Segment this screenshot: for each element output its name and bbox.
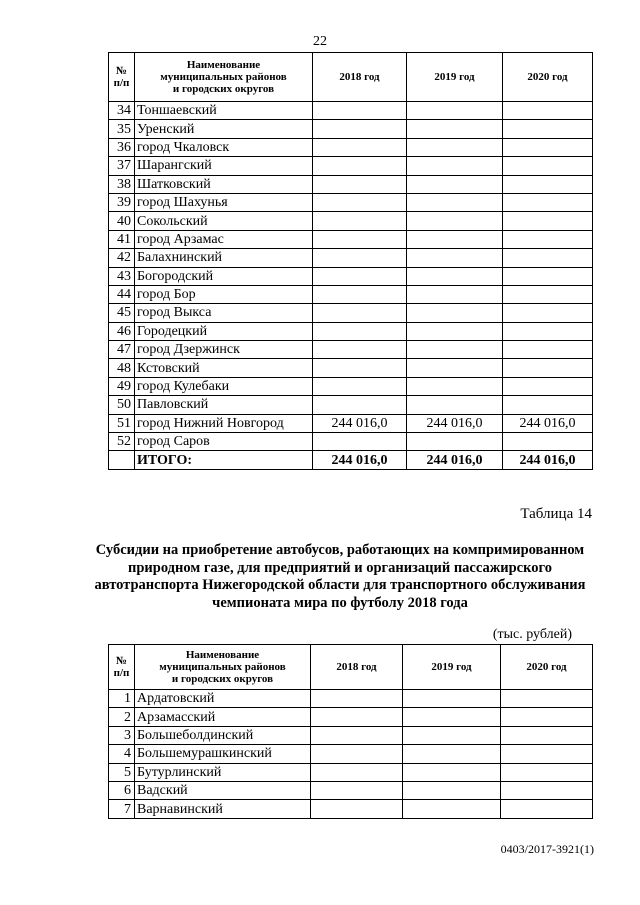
value-2019 — [407, 304, 503, 322]
value-2019 — [407, 396, 503, 414]
value-2018 — [313, 285, 407, 303]
row-number: 6 — [109, 781, 135, 799]
row-name: Арзамасский — [135, 708, 311, 726]
table-row — [109, 285, 593, 303]
value-2018 — [313, 267, 407, 285]
value-2018 — [311, 745, 403, 763]
table-row — [109, 175, 593, 193]
value-2020 — [501, 690, 593, 708]
row-name: город Нижний Новгород — [135, 414, 313, 432]
row-name: Большемурашкинский — [135, 745, 311, 763]
table-row — [109, 193, 593, 211]
value-2018 — [311, 708, 403, 726]
row-number: 42 — [109, 249, 135, 267]
row-name: Павловский — [135, 396, 313, 414]
row-number: 3 — [109, 726, 135, 744]
value-2019 — [403, 800, 501, 818]
value-2019 — [403, 781, 501, 799]
table-row — [109, 138, 593, 156]
value-2020 — [501, 800, 593, 818]
row-name: Уренский — [135, 120, 313, 138]
value-2018 — [313, 138, 407, 156]
value-2018 — [311, 781, 403, 799]
table-row — [109, 414, 593, 432]
value-2019 — [403, 708, 501, 726]
table-row — [109, 433, 593, 451]
value-2020 — [503, 193, 593, 211]
row-number: 40 — [109, 212, 135, 230]
value-2020 — [501, 726, 593, 744]
table-row — [109, 396, 593, 414]
value-2019 — [407, 102, 503, 120]
row-number: 39 — [109, 193, 135, 211]
column-header: Наименование муниципальных районов и городских округов — [135, 645, 311, 690]
value-2018 — [313, 359, 407, 377]
column-header: 2020 год — [501, 645, 593, 690]
row-number: 51 — [109, 414, 135, 432]
value-2019 — [407, 230, 503, 248]
value-2020 — [503, 304, 593, 322]
row-number: 41 — [109, 230, 135, 248]
row-name: Варнавинский — [135, 800, 311, 818]
row-name: город Выкса — [135, 304, 313, 322]
value-2019 — [407, 193, 503, 211]
value-2019: 244 016,0 — [407, 414, 503, 432]
value-2019 — [407, 285, 503, 303]
row-number: 49 — [109, 377, 135, 395]
column-header: № п/п — [109, 645, 135, 690]
value-2019 — [403, 690, 501, 708]
row-name: город Дзержинск — [135, 341, 313, 359]
value-2018 — [313, 249, 407, 267]
row-number: 4 — [109, 745, 135, 763]
column-header: 2018 год — [313, 53, 407, 102]
table-header-row — [109, 53, 593, 102]
row-name: город Саров — [135, 433, 313, 451]
value-2019 — [403, 763, 501, 781]
value-2020: 244 016,0 — [503, 414, 593, 432]
table-row — [109, 708, 593, 726]
row-name: Бутурлинский — [135, 763, 311, 781]
value-2018 — [311, 763, 403, 781]
table-body — [109, 690, 593, 819]
table-caption: Таблица 14 — [520, 506, 592, 522]
table-row — [109, 267, 593, 285]
row-number: 7 — [109, 800, 135, 818]
table-row — [109, 781, 593, 799]
value-2020 — [503, 138, 593, 156]
page-number: 22 — [313, 34, 327, 49]
value-2018 — [313, 175, 407, 193]
value-2019 — [407, 341, 503, 359]
value-2018 — [313, 322, 407, 340]
row-number: 43 — [109, 267, 135, 285]
table-unit: (тыс. рублей) — [492, 627, 572, 642]
value-2019 — [403, 745, 501, 763]
row-number: 47 — [109, 341, 135, 359]
table-row — [109, 763, 593, 781]
value-2020 — [503, 341, 593, 359]
value-2020 — [501, 763, 593, 781]
value-2019 — [403, 726, 501, 744]
value-2019 — [407, 267, 503, 285]
value-2020 — [503, 359, 593, 377]
value-2018 — [313, 304, 407, 322]
value-2020 — [501, 781, 593, 799]
value-2018 — [313, 102, 407, 120]
row-number: 5 — [109, 763, 135, 781]
value-2020 — [503, 102, 593, 120]
row-number: 34 — [109, 102, 135, 120]
total-2019: 244 016,0 — [407, 451, 503, 469]
value-2018: 244 016,0 — [313, 414, 407, 432]
total-2018: 244 016,0 — [313, 451, 407, 469]
row-name: Шарангский — [135, 157, 313, 175]
table-body — [109, 102, 593, 470]
row-number: 50 — [109, 396, 135, 414]
value-2020 — [501, 745, 593, 763]
table-row — [109, 212, 593, 230]
total-row — [109, 451, 593, 469]
row-number: 37 — [109, 157, 135, 175]
table-row — [109, 745, 593, 763]
value-2020 — [503, 175, 593, 193]
row-name: Кстовский — [135, 359, 313, 377]
row-number: 1 — [109, 690, 135, 708]
table-row — [109, 102, 593, 120]
row-name: Тоншаевский — [135, 102, 313, 120]
value-2019 — [407, 212, 503, 230]
document-code: 0403/2017-3921(1) — [500, 842, 594, 856]
value-2020 — [503, 249, 593, 267]
value-2020 — [503, 212, 593, 230]
value-2018 — [311, 800, 403, 818]
value-2020 — [503, 120, 593, 138]
value-2019 — [407, 175, 503, 193]
table-row — [109, 249, 593, 267]
value-2019 — [407, 120, 503, 138]
value-2020 — [503, 157, 593, 175]
value-2020 — [503, 377, 593, 395]
table-row — [109, 120, 593, 138]
value-2019 — [407, 249, 503, 267]
row-name: город Арзамас — [135, 230, 313, 248]
value-2019 — [407, 377, 503, 395]
value-2020 — [503, 322, 593, 340]
value-2020 — [503, 433, 593, 451]
row-name: Вадский — [135, 781, 311, 799]
column-header: 2019 год — [403, 645, 501, 690]
value-2019 — [407, 359, 503, 377]
value-2018 — [313, 120, 407, 138]
table-row — [109, 230, 593, 248]
value-2020 — [503, 396, 593, 414]
value-2018 — [313, 433, 407, 451]
value-2020 — [501, 708, 593, 726]
column-header: Наименование муниципальных районов и городских округов — [135, 53, 313, 102]
value-2019 — [407, 157, 503, 175]
table-row — [109, 157, 593, 175]
row-name: Ардатовский — [135, 690, 311, 708]
row-name: Балахнинский — [135, 249, 313, 267]
table-budget-1 — [108, 52, 593, 470]
total-2020: 244 016,0 — [503, 451, 593, 469]
column-header: 2020 год — [503, 53, 593, 102]
value-2019 — [407, 138, 503, 156]
row-name: город Чкаловск — [135, 138, 313, 156]
column-header: 2018 год — [311, 645, 403, 690]
table-row — [109, 359, 593, 377]
table-row — [109, 341, 593, 359]
value-2020 — [503, 230, 593, 248]
row-name: город Шахунья — [135, 193, 313, 211]
row-number: 48 — [109, 359, 135, 377]
value-2019 — [407, 322, 503, 340]
value-2019 — [407, 433, 503, 451]
value-2018 — [313, 193, 407, 211]
value-2018 — [313, 377, 407, 395]
row-number: 46 — [109, 322, 135, 340]
row-number: 44 — [109, 285, 135, 303]
row-name: город Бор — [135, 285, 313, 303]
value-2020 — [503, 267, 593, 285]
row-number: 45 — [109, 304, 135, 322]
row-name: город Кулебаки — [135, 377, 313, 395]
row-number: 35 — [109, 120, 135, 138]
table-budget-2 — [108, 644, 593, 819]
value-2018 — [313, 396, 407, 414]
row-name: Сокольский — [135, 212, 313, 230]
table-row — [109, 690, 593, 708]
value-2018 — [311, 690, 403, 708]
row-number: 52 — [109, 433, 135, 451]
table-row — [109, 800, 593, 818]
table-header-row — [109, 645, 593, 690]
table-title: Субсидии на приобретение автобусов, работающих на компримированном природном газе, для предприятий и организаций пассажирского автотранспорта Нижегородской области для транспортного обслуживания чемпионата мира по футболу 2018 года — [94, 542, 586, 611]
row-number: 38 — [109, 175, 135, 193]
value-2018 — [313, 341, 407, 359]
table-row — [109, 322, 593, 340]
row-number: 2 — [109, 708, 135, 726]
total-number-cell — [109, 451, 135, 469]
column-header: № п/п — [109, 53, 135, 102]
value-2018 — [311, 726, 403, 744]
table-row — [109, 377, 593, 395]
row-name: Богородский — [135, 267, 313, 285]
value-2020 — [503, 285, 593, 303]
row-name: Большеболдинский — [135, 726, 311, 744]
row-number: 36 — [109, 138, 135, 156]
value-2018 — [313, 230, 407, 248]
column-header: 2019 год — [407, 53, 503, 102]
table-row — [109, 726, 593, 744]
table-row — [109, 304, 593, 322]
value-2018 — [313, 212, 407, 230]
row-name: Шатковский — [135, 175, 313, 193]
value-2018 — [313, 157, 407, 175]
total-label: ИТОГО: — [135, 451, 313, 469]
row-name: Городецкий — [135, 322, 313, 340]
